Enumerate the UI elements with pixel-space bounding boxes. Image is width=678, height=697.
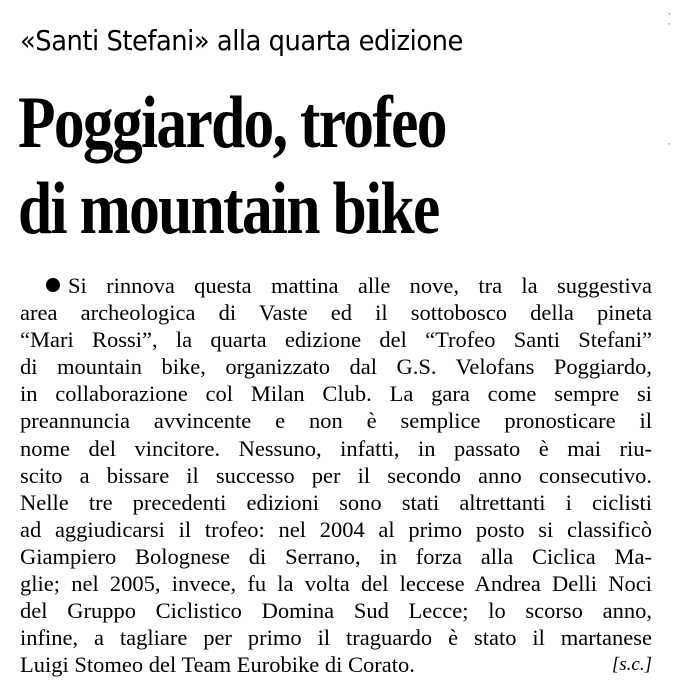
body-line: Si rinnova questa mattina alle nove, tra la suggestiva <box>20 272 652 299</box>
body-line: in collaborazione col Milan Club. La gara come sempre si <box>20 381 652 407</box>
headline-line: Poggiardo, trofeo <box>18 82 446 164</box>
body-line: Giampiero Bolognese di Serrano, in forza alla Ciclica Ma- <box>20 543 652 569</box>
body-line: di mountain bike, organizzato dal G.S. Velofans Poggiardo, <box>20 354 652 380</box>
body-line: glie; nel 2005, invece, fu la volta del leccese Andrea Delli Noci <box>20 571 652 597</box>
body-line: area archeologica di Vaste ed il sottobosco della pineta <box>20 300 652 326</box>
scan-noise: · · · <box>666 10 672 150</box>
body-line: nome del vincitore. Nessuno, infatti, in passato è mai riu- <box>20 435 652 461</box>
body-line: del Gruppo Ciclistico Domina Sud Lecce; lo scorso anno, <box>20 598 652 624</box>
article-body <box>20 272 652 678</box>
body-line: ad aggiudicarsi il trofeo: nel 2004 al primo posto si classificò <box>20 516 652 542</box>
author-signature: [s.c.] <box>611 654 652 676</box>
body-line: scito a bissare il successo per il secondo anno consecutivo. <box>20 462 652 488</box>
body-line: preannuncia avvincente e non è semplice pronosticare il <box>20 408 652 434</box>
bullet-icon <box>46 278 60 292</box>
article-kicker: «Santi Stefani» alla quarta edizione <box>20 24 463 57</box>
body-line: “Mari Rossi”, la quarta edizione del “Trofeo Santi Stefani” <box>20 327 652 353</box>
headline-line: di mountain bike <box>18 168 439 250</box>
article-headline <box>18 80 446 252</box>
body-line: Luigi Stomeo del Team Eurobike di Corato. [s.c.] <box>20 652 652 678</box>
body-line: Nelle tre precedenti edizioni sono stati altrettanti i ciclisti <box>20 489 652 515</box>
body-line: infine, a tagliare per primo il traguardo è stato il martanese <box>20 625 652 651</box>
